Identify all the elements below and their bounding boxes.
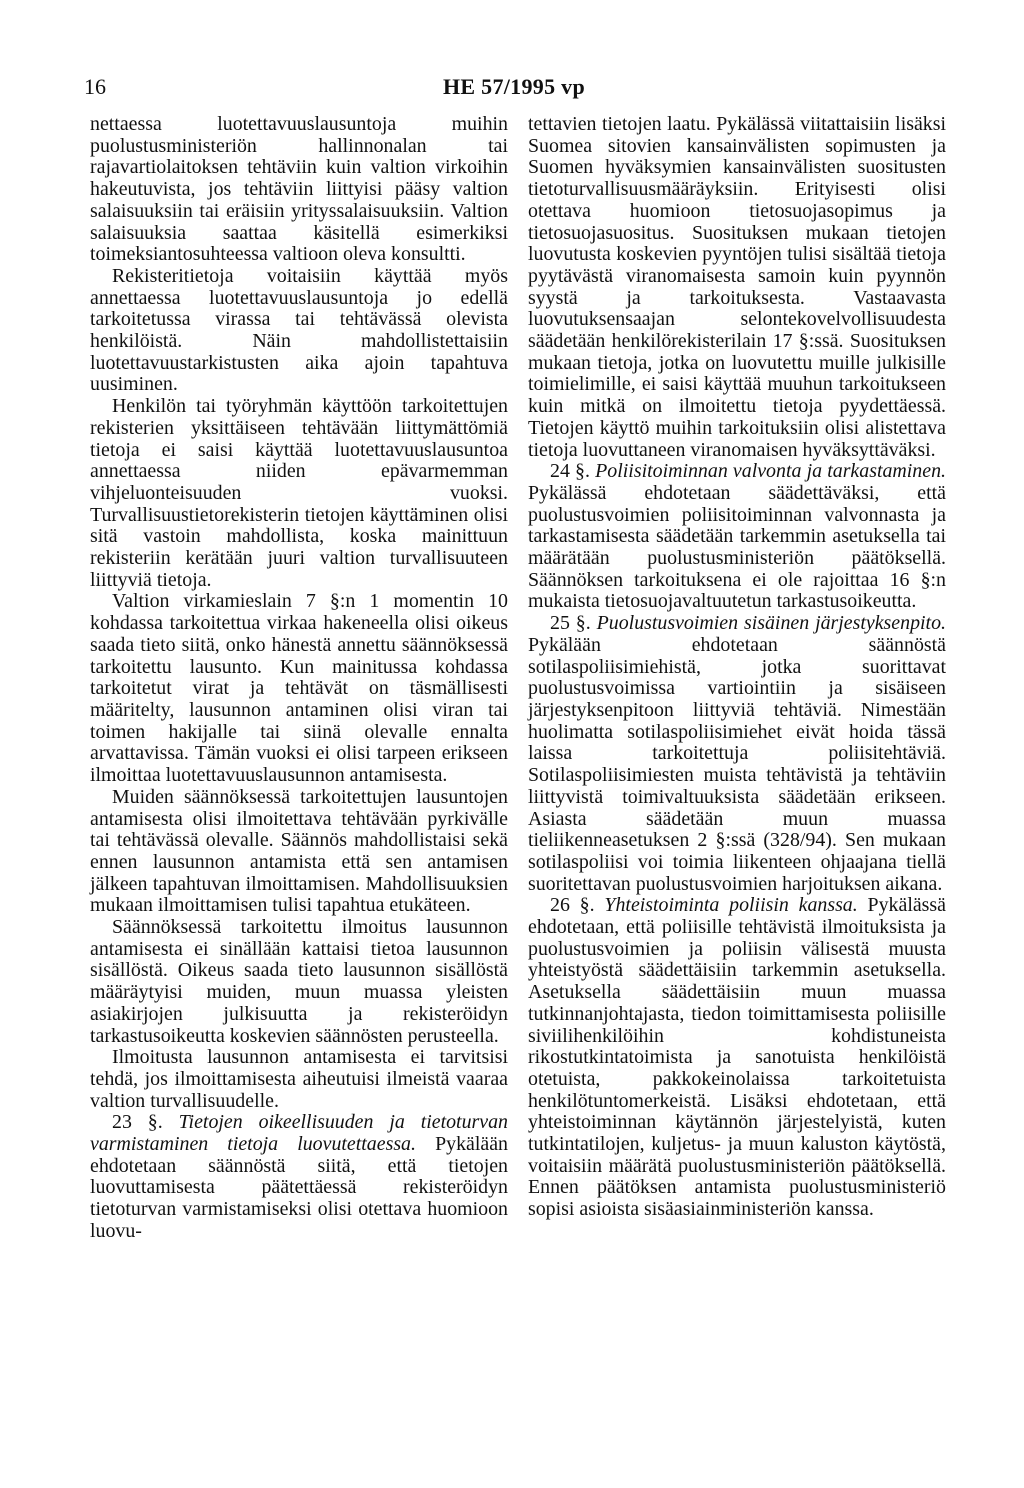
section-text: Pykälään ehdotetaan säännöstä siitä, että tietojen luovuttamisesta päätettäessä rekisteröidyn tietoturvan varmistamiseksi olisi otettava huomioon luovu- — [90, 1133, 508, 1242]
document-id: HE 57/1995 vp — [442, 74, 586, 99]
section-title: Puolustusvoimien sisäinen järjestyksenpito. — [596, 612, 946, 635]
paragraph: Säännöksessä tarkoitettu ilmoitus lausunnon antamisesta ei sinällään kattaisi tietoa lausunnon sisällöstä. Oikeus saada tieto lausunnon sisällöstä määräytyisi muiden, muun muassa yleisten asiakirjojen julkisuutta ja rekisteröidyn tarkastusoikeutta koskevien säännösten perusteella. — [90, 916, 508, 1047]
paragraph: Henkilön tai työryhmän käyttöön tarkoitettujen rekisterien yksittäiseen tehtävään liittymättömiä tietoja ei saisi käyttää luotettavuuslausuntoa annettaessa niiden epävarmemman vihjeluonteisuuden vuoksi. Turvallisuustietorekisterin tietojen käyttäminen olisi sitä vastoin mahdollista, koska mainittuun rekisteriin kerätään juuri valtion turvallisuuteen liittyviä tietoja. — [90, 395, 508, 591]
left-column — [90, 114, 508, 1243]
section-title: Yhteistoiminta poliisin kanssa. — [604, 894, 858, 917]
paragraph: tettavien tietojen laatu. Pykälässä viitattaisiin lisäksi Suomea sitovien kansainvälisten sopimusten ja Suomen hyväksymien kansainvälisten suositusten tietoturvallisuusmääräyksiin. Erityisesti olisi otettava huomioon tietosuojasopimus ja tietosuojasuositus. Suosituksen mukaan tietojen luovutusta koskevien pyyntöjen tulisi sisältää tietoja pyytävästä viranomaisesta samoin kuin pyynnön syystä ja tarkoituksesta. Vastaavasta luovutuksensaajan selontekovelvollisuudesta säädetään henkilörekisterilain 17 §:ssä. Suosituksen mukaan tietoja, jotka on luovutettu muille julkisille toimielimille, ei saisi käyttää muuhun tarkoitukseen kuin mitkä on ilmoitettu tietoja pyydettäessä. Tietojen käyttö muihin tarkoituksiin olisi alistettava tietoja luovuttaneen viranomaisen hyväksyttäväksi. — [528, 113, 946, 461]
paragraph: Valtion virkamieslain 7 §:n 1 momentin 10 kohdassa tarkoitettua virkaa hakeneella olisi oikeus saada tieto siitä, onko hänestä annettu säännöksessä tarkoitettu lausunto. Kun mainitussa kohdassa tarkoitetut virat ja tehtävät on täsmällisesti määritelty, lausunnon antaminen olisi viran tai toimen hakijalle tai siinä olevalle ennalta arvattavissa. Tämän vuoksi ei olisi tarpeen erikseen ilmoittaa luotettavuuslausunnon antamisesta. — [90, 590, 508, 787]
section-number: 25 §. — [550, 612, 591, 635]
section-text: Pykälässä ehdotetaan, että poliisille tehtävistä ilmoituksista ja puolustusvoimien ja poliisin välisestä muusta yhteistyöstä säädettäisiin tarkemmin asetuksella. Asetuksella säädettäisiin muun muassa tutkinnanjohtajasta, tiedon toimittamisesta poliisille siviilihenkilöihin kohdistuneista rikostutkintatoimista ja sanotuista henkilöistä otetuista, pakkokeinolaissa tarkoitetuista henkilötuntomerkeistä. Lisäksi ehdotetaan, että yhteistoiminnan käytännön järjestelyistä, kuten tutkintatilojen, kuljetus- ja muun kaluston käytöstä, voitaisiin määrätä puolustusministeriön päätöksellä. Ennen päätöksen antamista puolustusministeriö sopisi asioista sisäasiainministeriön kanssa. — [528, 894, 946, 1221]
paragraph: Muiden säännöksessä tarkoitettujen lausuntojen antamisesta olisi ilmoitettava tehtävään pyrkivälle tai tehtävässä olevalle. Säännös mahdollistaisi sekä ennen lausunnon antamista että sen antamisen jälkeen tapahtuvan ilmoittamisen. Mahdollisuuksien mukaan ilmoittamisen tulisi tapahtua etukäteen. — [90, 785, 508, 917]
paragraph: Rekisteritietoja voitaisiin käyttää myös annettaessa luotettavuuslausuntoja jo edellä tarkoitetussa virassa tai tehtävässä olevista henkilöistä. Näin mahdollistettaisiin luotettavuustarkistusten aika ajoin tapahtuva uusiminen. — [90, 264, 508, 396]
section-number: 26 §. — [550, 894, 595, 917]
section-paragraph — [528, 895, 946, 1221]
section-paragraph — [90, 1112, 508, 1242]
paragraph: Ilmoitusta lausunnon antamisesta ei tarvitsisi tehdä, jos ilmoittamisesta aiheutuisi ilmeistä vaaraa valtion turvallisuudelle. — [90, 1046, 508, 1112]
section-text: Pykälään ehdotetaan säännöstä sotilaspoliisimiehistä, jotka suorittavat puolustusvoimissa vartiointiin ja sisäiseen järjestyksenpitoon liittyviä tehtäviä. Nimestään huolimatta sotilaspoliisimiehet eivät hoida tässä laissa tarkoitettuja poliisitehtäviä. Sotilaspoliisimiesten muista tehtävistä ja tehtäviin liittyvistä toimivaltuuksista säädetään erikseen. Asiasta säädetään muun muassa tieliikenneasetuksen 2 §:ssä (328/94). Sen mukaan sotilaspoliisi voi toimia liikenteen ohjaajana tiellä suoritettavan puolustusvoimien harjoituksen aikana. — [528, 633, 946, 895]
page-number: 16 — [84, 74, 106, 99]
right-column — [528, 114, 946, 1221]
section-number: 23 §. — [112, 1111, 163, 1134]
section-paragraph — [528, 613, 946, 895]
section-number: 24 §. — [550, 460, 590, 483]
paragraph: nettaessa luotettavuuslausuntoja muihin puolustusministeriön hallinnonalan tai rajavartiolaitoksen tehtäviin kuin valtion virkoihin hakeutuvista, jos tehtäviin liittyisi pääsy valtion salaisuuksiin tai eräisiin yrityssalaisuuksiin. Valtion salaisuuksia saattaa käsitellä esimerkiksi toimeksiantosuhteessa valtioon oleva konsultti. — [90, 113, 508, 266]
section-text: Pykälässä ehdotetaan säädettäväksi, että puolustusvoimien poliisitoiminnan valvonnasta ja tarkastamisesta säädetään tarkemmin asetuksella tai määrätään puolustusministeriön päätöksellä. Säännöksen tarkoituksena ei ole rajoittaa 16 §:n mukaista tietosuojavaltuutetun tarkastusoikeutta. — [528, 481, 946, 613]
section-paragraph — [528, 461, 946, 613]
page-header — [84, 74, 944, 104]
section-title: Tietojen oikeellisuuden ja tietoturvan varmistaminen tietoja luovutettaessa. — [90, 1111, 508, 1156]
section-title: Poliisitoiminnan valvonta ja tarkastaminen. — [595, 460, 946, 483]
